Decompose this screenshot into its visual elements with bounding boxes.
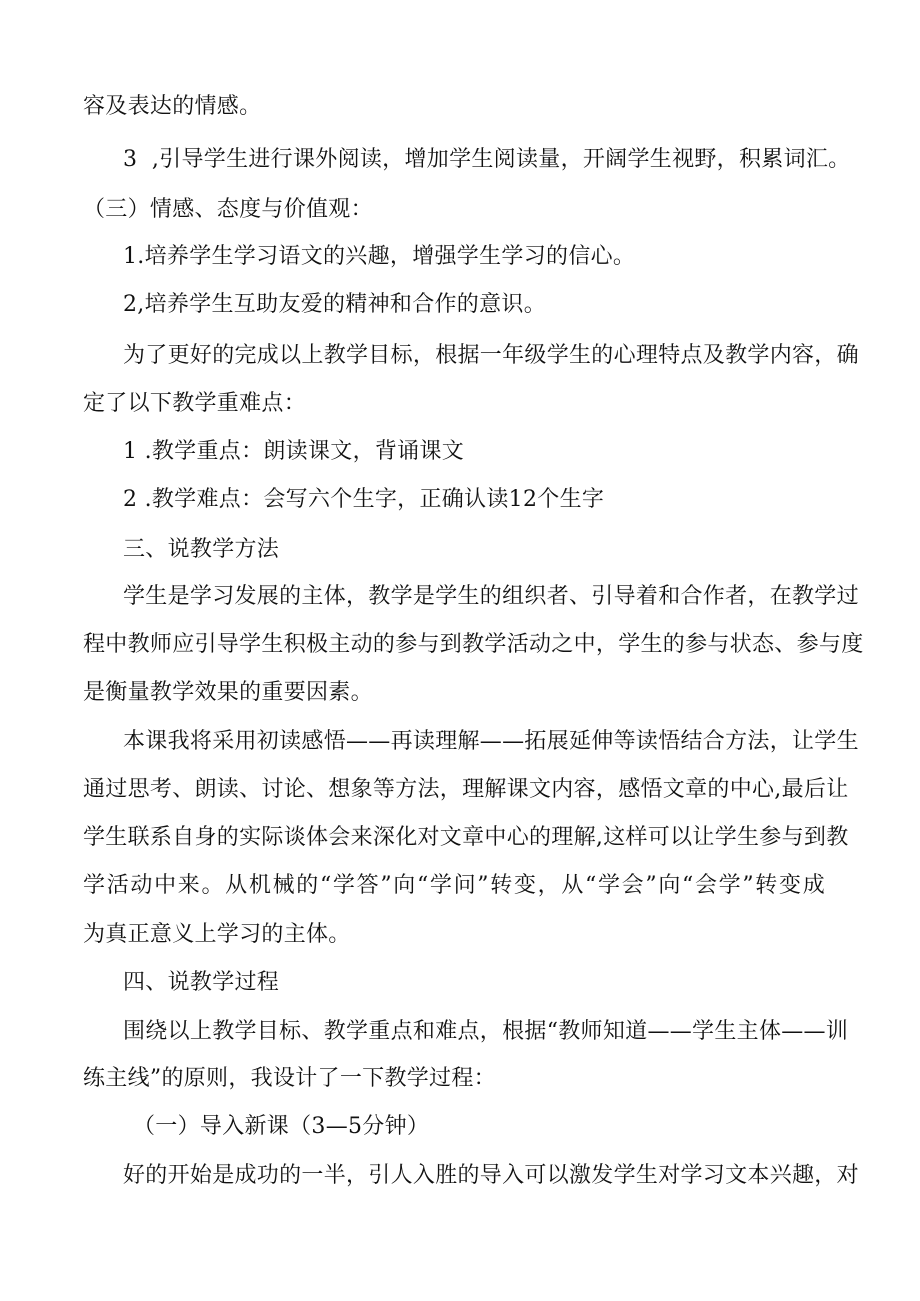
- list-item: 3 ,引导学生进行课外阅读，增加学生阅读量，开阔学生视野，积累词汇。: [123, 147, 851, 172]
- paragraph-line: 本课我将采用初读感悟——再读理解——拓展延伸等读悟结合方法，让学生: [123, 729, 859, 754]
- list-item: 1 .教学重点：朗读课文，背诵课文: [123, 439, 465, 464]
- paragraph-line: 学生联系自身的实际谈体会来深化对文章中心的理解,这样可以让学生参与到教: [83, 825, 849, 850]
- paragraph-line: 程中教师应引导学生积极主动的参与到教学活动之中，学生的参与状态、参与度: [83, 632, 864, 657]
- paragraph-line: 通过思考、朗读、讨论、想象等方法，理解课文内容，感悟文章的中心,最后让: [83, 777, 849, 802]
- paragraph-line: 学生是学习发展的主体，教学是学生的组织者、引导着和合作者，在教学过: [123, 584, 859, 609]
- section-heading: 四、说教学过程: [123, 970, 280, 995]
- subsection-heading: （一）导入新课（3—5分钟）: [133, 1114, 430, 1139]
- paragraph-line: 为了更好的完成以上教学目标，根据一年级学生的心理特点及教学内容，确: [123, 343, 859, 368]
- paragraph-line: 围绕以上教学目标、教学重点和难点，根据“教师知道——学生主体——训: [123, 1019, 849, 1044]
- list-item: 2 .教学难点：会写六个生字，正确认读12个生字: [123, 487, 605, 512]
- list-item: 1.培养学生学习语文的兴趣，增强学生学习的信心。: [123, 244, 636, 269]
- paragraph-line: 学活动中来。从机械的“学答”向“学问”转变，从“学会”向“会学”转变成: [83, 873, 825, 898]
- paragraph-line: 好的开始是成功的一半，引人入胜的导入可以激发学生对学习文本兴趣，对: [123, 1163, 859, 1188]
- paragraph-line: 练主线”的原则，我设计了一下教学过程：: [83, 1066, 496, 1091]
- paragraph-line: 定了以下教学重难点：: [83, 391, 307, 416]
- section-heading: 三、说教学方法: [123, 537, 280, 562]
- section-heading: （三）情感、态度与价值观：: [83, 197, 373, 222]
- list-item: 2,培养学生互助友爱的精神和合作的意识。: [123, 292, 546, 317]
- text-line: 容及表达的情感。: [83, 94, 262, 119]
- paragraph-line: 是衡量教学效果的重要因素。: [83, 680, 373, 705]
- paragraph-line: 为真正意义上学习的主体。: [83, 922, 351, 947]
